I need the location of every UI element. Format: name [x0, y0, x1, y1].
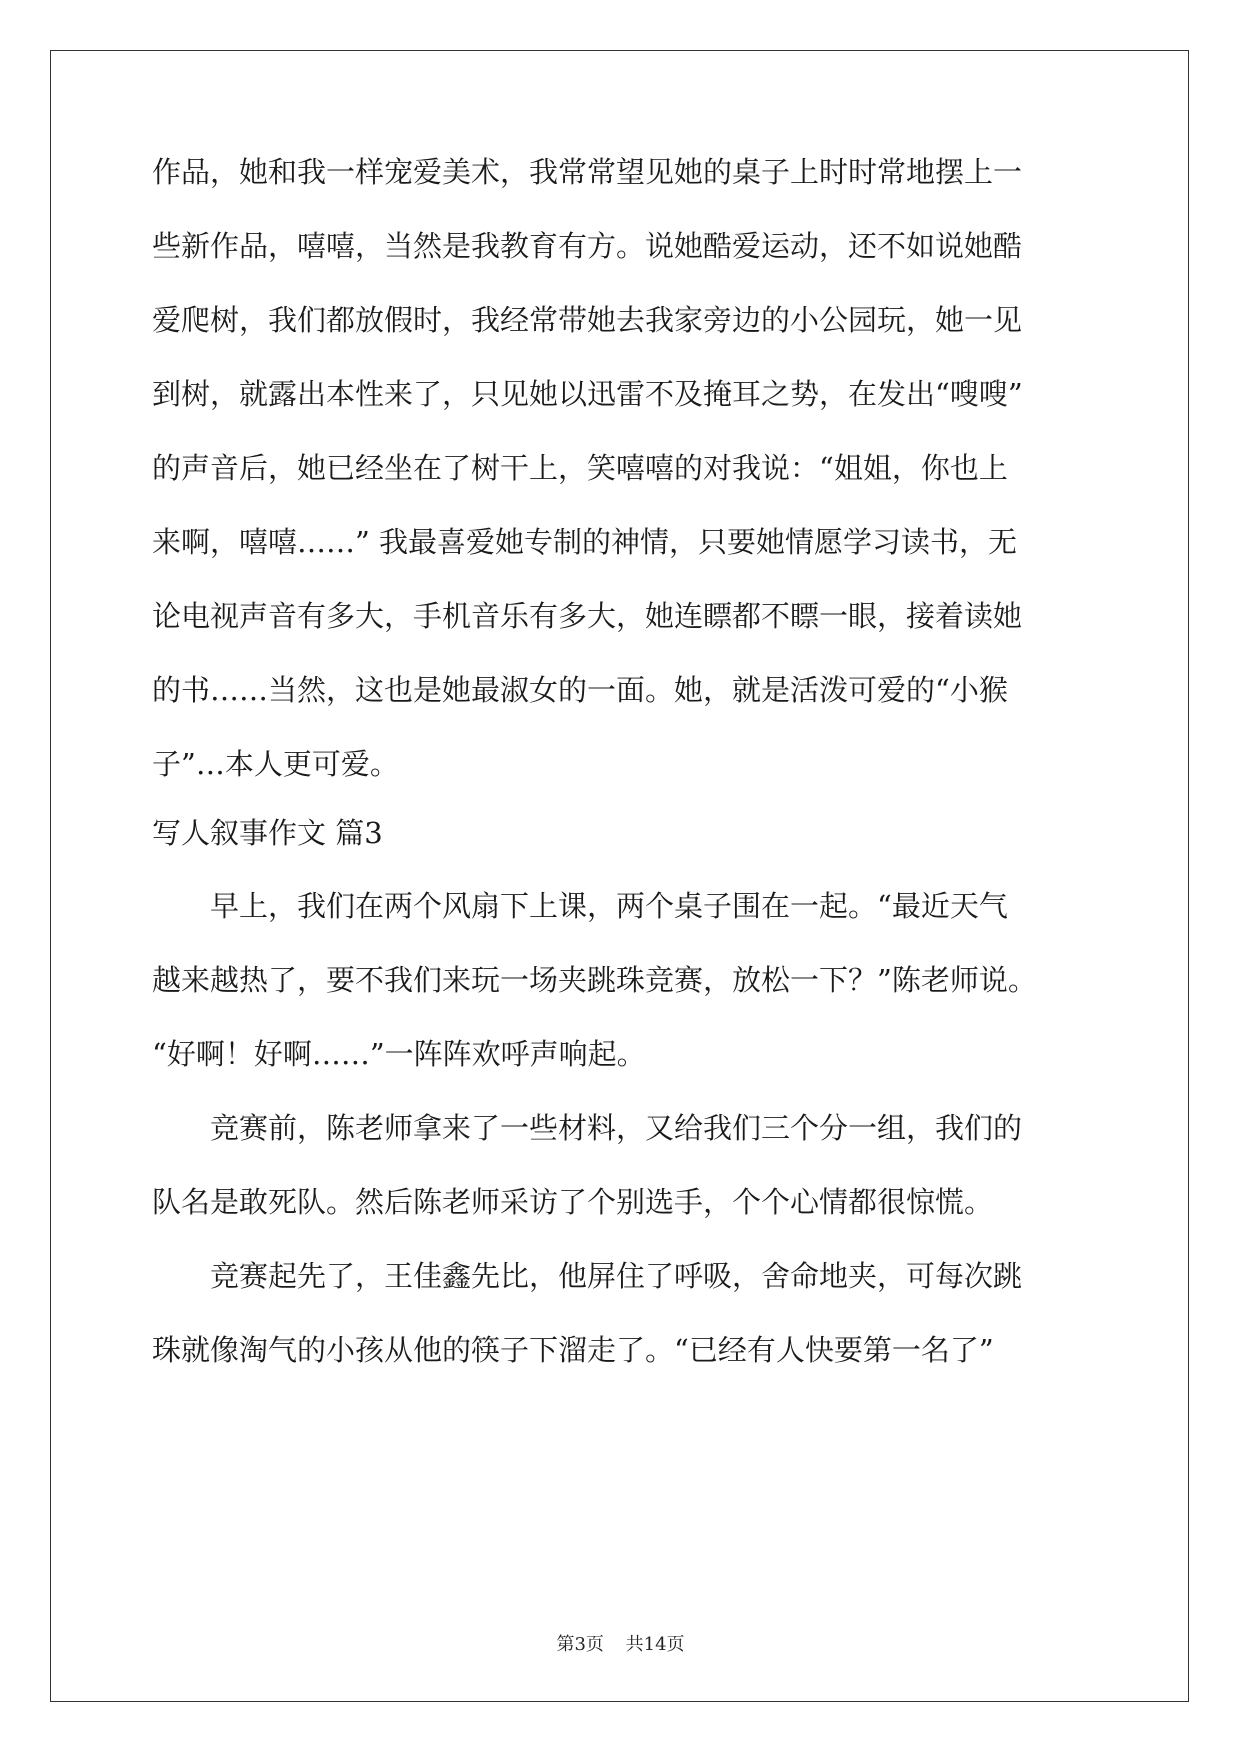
text-line: 子”…本人更可爱。: [152, 747, 399, 781]
document-body: [152, 152, 1092, 1371]
text-line: 队名是敢死队。然后陈老师采访了个别选手，个个心情都很惊慌。: [152, 1185, 994, 1219]
page-number: 第3页: [556, 1634, 604, 1655]
page-total: 共14页: [625, 1634, 685, 1655]
text-line: 到树，就露出本性来了，只见她以迅雷不及掩耳之势，在发出“嗖嗖”: [152, 377, 1023, 411]
text-line: 早上，我们在两个风扇下上课，两个桌子围在一起。“最近天气: [152, 889, 1008, 923]
page-footer: [0, 1630, 1241, 1656]
section-heading: 写人叙事作文 篇3: [152, 816, 383, 850]
text-line: 来啊，嘻嘻……” 我最喜爱她专制的神情，只要她情愿学习读书，无: [152, 525, 1018, 559]
text-line: 竞赛起先了，王佳鑫先比，他屏住了呼吸，舍命地夹，可每次跳: [152, 1259, 1023, 1293]
text-line: 论电视声音有多大，手机音乐有多大，她连瞟都不瞟一眼，接着读她: [152, 599, 1023, 633]
text-line: 的声音后，她已经坐在了树干上，笑嘻嘻的对我说：“姐姐，你也上: [152, 451, 1008, 485]
text-line: 珠就像淘气的小孩从他的筷子下溜走了。“已经有人快要第一名了”: [152, 1333, 994, 1367]
text-line: 的书……当然，这也是她最淑女的一面。她，就是活泼可爱的“小猴: [152, 673, 1008, 707]
text-line: 越来越热了，要不我们来玩一场夹跳珠竞赛，放松一下？”陈老师说。: [152, 963, 1037, 997]
text-line: 竞赛前，陈老师拿来了一些材料，又给我们三个分一组，我们的: [152, 1111, 1023, 1145]
text-line: 作品，她和我一样宠爱美术，我常常望见她的桌子上时时常地摆上一: [152, 155, 1023, 189]
text-line: “好啊！好啊……”一阵阵欢呼声响起。: [152, 1037, 646, 1071]
text-line: 些新作品，嘻嘻，当然是我教育有方。说她酷爱运动，还不如说她酷: [152, 229, 1023, 263]
text-line: 爱爬树，我们都放假时，我经常带她去我家旁边的小公园玩，她一见: [152, 303, 1023, 337]
